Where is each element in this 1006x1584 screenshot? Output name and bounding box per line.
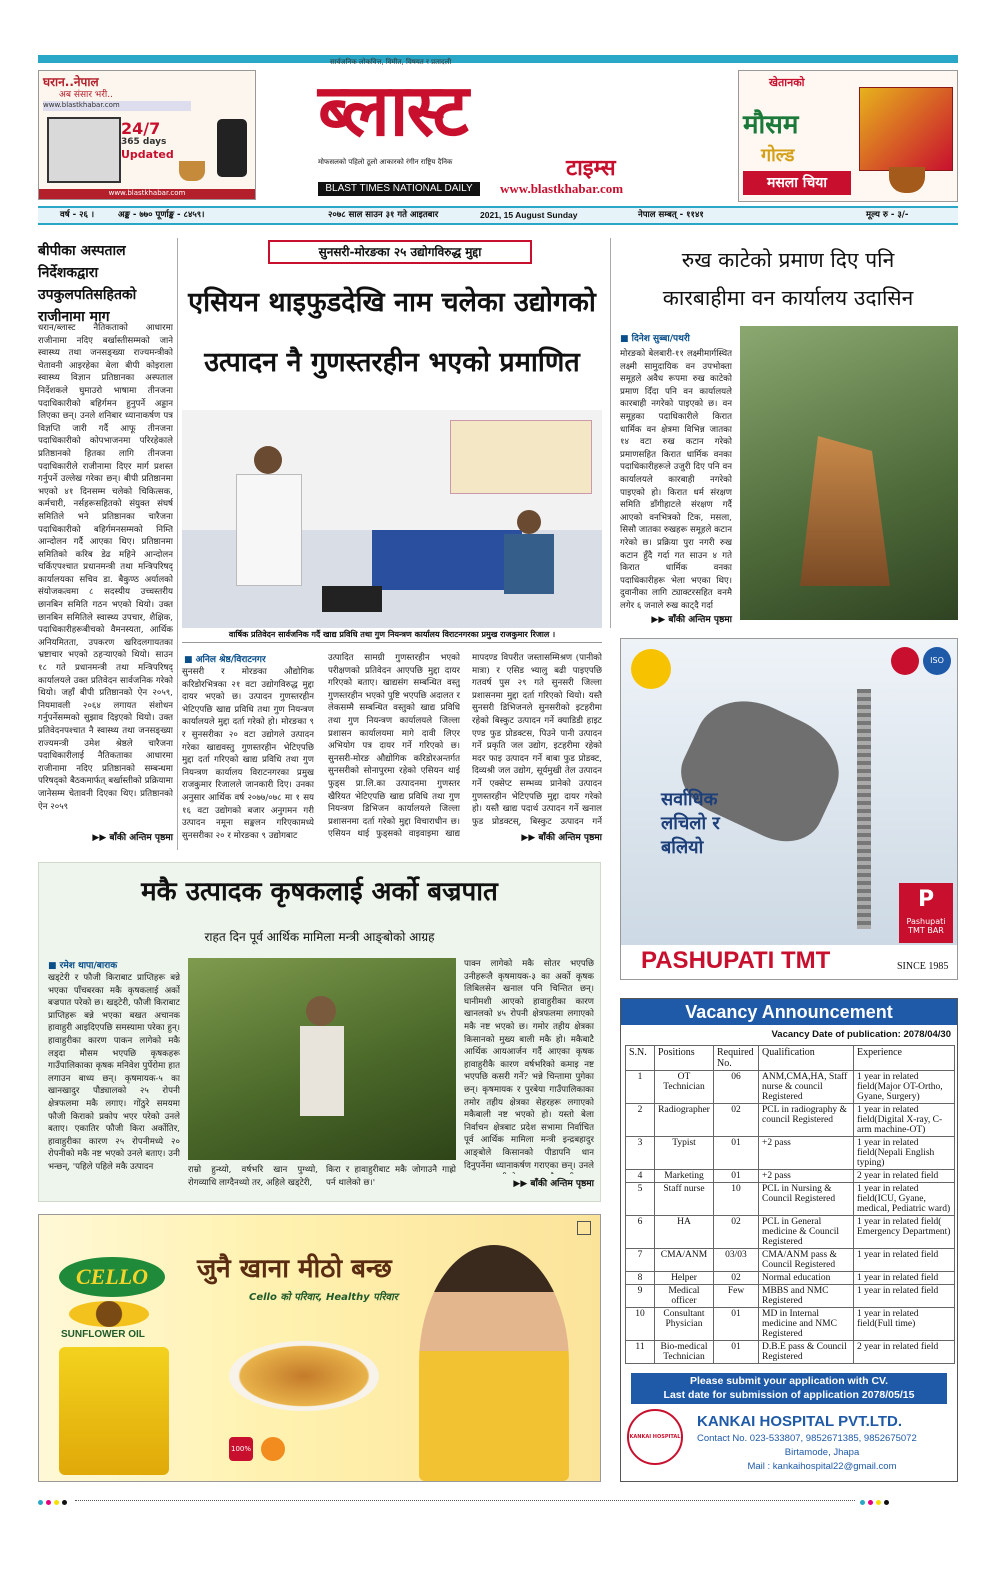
speaker-head [254,446,282,474]
tea-brand-main: मौसम [743,110,799,140]
quality-badge-icon: 100% [229,1437,253,1461]
cello-advertisement [38,1214,601,1482]
hospital-contact: Contact No. 023-533807, 9852671385, 9852675072 [697,1433,917,1444]
row-sn: 1 [626,1071,655,1104]
vacancy-notice-1: Please submit your application with CV. [690,1375,888,1387]
row-position: CMA/ANM [655,1249,714,1272]
laptop-on-table [322,586,382,612]
sofa-image [372,530,522,590]
main-story-column-3: मापदण्ड विपरीत जस्तासम्मिश्रण (पानीको मात्रा) र एसिड भ्यालु बढी पाइएपछि गतवर्ष पुस २९ गते सुनसरी जिल्ला प्रशासनमा मुद्दा दर्ता गरिएको थियो। यस्तै सुनसरी डिभिजनले सुनसरीको इटहरीमा रहेको बिस्कुट उत्पादन गर्ने क्याडिडी हाइट एण्ड फुड प्रोडक्टस, पिउने पानी उत्पादन गर्ने प्रकृति जल उद्योग, इटहरीमा रहेको मदर फाइ उत्पादन गर्ने बाबा फुड प्रोडक्ट, दिव्यश्री जल उद्योग, सूर्यमुखी तेल उत्पादन गर्ने एक्सेप्ट सम्भव्य प्रानेको उत्पादन गुणस्तरहीन भेटिएपछि मुद्दा दायर गरेको हो। यस्तै खाद्य पदार्थ उत्पादन गर्ने खनाल फुड प्रोडक्टस्, बिस्कुट उत्पादन गर्ने [472,653,602,827]
cello-tagline: Cello को परिवार, Healthy परिवार [249,1292,398,1303]
row-sn: 8 [626,1272,655,1285]
maize-story-continued: ▶▶ बाँकी अन्तिम पृष्ठमा [513,1179,594,1189]
right-story-byline: ■ दिनेश सुब्बा/पथरी [620,334,690,344]
vacancy-row [626,1104,955,1137]
column-divider [177,238,178,850]
seated-person-head [517,510,541,534]
row-required: 06 [714,1071,759,1104]
row-experience: 1 year in related field [854,1272,955,1285]
row-required: 02 [714,1272,759,1285]
main-story-byline: ■ अनिल श्रेष्ठ/विराटनगर [184,655,266,665]
vacancy-row [626,1308,955,1341]
vacancy-row [626,1137,955,1170]
ad-subheader: अब संसार भरी.. [59,90,113,100]
tea-brand-top: खेतानको [769,76,805,89]
row-required: 01 [714,1170,759,1183]
row-position: HA [655,1216,714,1249]
maize-story-byline: ■ रमेश थापा/बाराक [48,961,118,971]
pashupati-slogan-2: लचिलो र [661,813,720,834]
row-position: Marketing [655,1170,714,1183]
cello-slogan: जुनै खाना मीठो बन्छ [197,1254,392,1284]
masthead-tagline: सार्वजनिक लोकवित्त, विमीत, विषयत र प्रतादली [330,58,452,66]
row-sn: 11 [626,1341,655,1364]
row-experience: 1 year in related field(Full time) [854,1308,955,1341]
ad-header: घरान..नेपाल [43,75,99,89]
row-required: 03/03 [714,1249,759,1272]
row-sn: 2 [626,1104,655,1137]
row-sn: 3 [626,1137,655,1170]
main-story-kicker: सुनसरी-मोरङका २५ उद्योगविरुद्ध मुद्दा [268,240,532,264]
maize-story-column-3: पाक्न लागेको मकै सोतर भएपछि उनीहरूलै कृषमायक-३ का अर्को कृषक लिबिलसेन खनाल पनि चिन्तित छन्। घानीमशी आएको हावाहुरीका कारण खानलको ४५ रोपनी क्षेत्रफलमा लगाएको मकै नष्ट भएको छ। गमोर तहीय क्षेत्रका किसानको मुख्य बाली मकै हो। मकैबाटै आर्थिक आयआर्जन गर्दै आएका कृषक हावाहुरीकै कारण वर्षभरिको कमाइ नष्ट भएपछि कसरी गर्ने? भन्ने चिन्तामा पुगेका छन्। कृषमायक र पुरबेया गाउँपालिकाका तमोर तहीय क्षेत्रका सेहरहरू लगाएको मकैबाली नष्ट भएको हो। यस्तो बेला निर्वाचन क्षेत्रबाट प्रदेश सभामा निर्वाचित पूर्व आर्थिक मामिला मन्त्री इन्द्रबहादुर आङ्बोले किसानको पीडापनि धान दिनुपर्नेमा ध्यानाकर्षण गराएका छन्। उनले [464,959,594,1171]
banner-image [450,420,592,494]
row-sn: 7 [626,1249,655,1272]
row-qualification: +2 pass [759,1137,854,1170]
vacancy-row [626,1249,955,1272]
oil-bottles-image [59,1347,169,1475]
row-qualification: PCL in radiography & council Registered [759,1104,854,1137]
ad-promo-365: 365 days [121,137,167,147]
masthead-website[interactable]: www.blastkhabar.com [500,181,624,196]
vacancy-table [625,1045,955,1364]
vacancy-row [626,1170,955,1183]
row-qualification: +2 pass [759,1170,854,1183]
row-sn: 9 [626,1285,655,1308]
row-experience: 2 year in related field [854,1341,955,1364]
left-advertisement [38,70,256,200]
vacancy-row [626,1341,955,1364]
dateline-era: नेपाल सम्बत् - ११४१ [638,210,704,220]
main-story-caption: वार्षिक प्रतिवेदन सार्वजनिक गर्दै खाद्य प्रविधि तथा गुण नियन्त्रण कार्यालय विराटनगरका प्रमुख राजकुमार रिजाल । [182,628,602,643]
tmt-bar-image [857,689,871,929]
row-experience: 1 year in related field(ICU, Gyane, medical, Pediatric ward) [854,1183,955,1216]
iso-badge-icon: ISO [923,647,951,675]
header-positions: Positions [655,1046,714,1071]
right-story-headline-2: कारबाहीमा वन कार्यालय उदासिन [662,286,914,310]
main-story-column-2: उत्पादित सामग्री गुणस्तरहीन भएको परीक्षणको प्रतिवेदन आएपछि मुद्दा दायर गरिएको बताए। खाद्यसंग सम्बन्धित वस्तु गुणस्तरहीन भएको पुष्टि भएपछि अदालत र लेकसम्मै सम्बन्धित वस्तुको खाद्य प्रविधि तथा गुण नियन्त्रण कार्यालयले जिल्ला प्रशासन कार्यालयमा मागे दावी लिएर अभियोग पत्र दायर गर्ने गरिएको छ। सुनसरी-मोरङ औद्योगिक करिडोरअन्तर्गत सुनसरीको सोनापुरमा रहेको एसियन थाई फुड्स प्रा.लि.का उत्पादनमा गुणस्तर खैरियत भेटिएपछि खाद्य प्रविधि तथा गुण नियन्त्रण डिभिजन कार्यालयले जिल्ला प्रशासनमा दर्ता गरेको मुद्दा विचाराधीन छ। एसियन थाई फुड्सको वाइवाइमा खाद्य [328,653,460,840]
row-required: 02 [714,1216,759,1249]
vacancy-row [626,1216,955,1249]
cello-product: SUNFLOWER OIL [61,1329,145,1340]
farmer-head [306,996,336,1026]
cello-logo: CELLO [59,1257,165,1297]
main-story-photo [182,410,602,628]
phone-icon [217,119,247,177]
masthead-times: टाइम्स [566,156,616,181]
row-experience: 1 year in related field(Digital X-ray, C-arm machine-OT) [854,1104,955,1137]
right-advertisement [738,70,958,202]
header-required: Required No. [714,1046,759,1071]
model-image [419,1245,569,1481]
farmer-body [300,1026,344,1116]
row-experience: 1 year in related field [854,1249,955,1272]
registration-marks [38,1490,958,1498]
row-position: Consultant Physician [655,1308,714,1341]
tea-brand-bottom: मसला चिया [743,171,851,195]
row-sn: 4 [626,1170,655,1183]
sunflower-icon [69,1301,149,1327]
vacancy-row [626,1285,955,1308]
row-position: Medical officer [655,1285,714,1308]
promo-badge-icon [631,649,671,689]
vacancy-table-header [626,1046,955,1071]
row-position: Helper [655,1272,714,1285]
vacancy-date: Vacancy Date of publication: 2078/04/30 [771,1029,951,1040]
vacancy-notice [631,1373,947,1404]
row-qualification: MD in Internal medicine and NMC Registered [759,1308,854,1341]
masthead-logo: ब्लास्ट [318,67,467,152]
row-required: 01 [714,1137,759,1170]
row-position: Bio-medical Technician [655,1341,714,1364]
row-position: Radiographer [655,1104,714,1137]
main-story-headline-2: उत्पादन नै गुणस्तरहीन भएको प्रमाणित [204,347,580,378]
dateline-english-date: 2021, 15 August Sunday [480,210,578,220]
ad-promo-247: 24/7 [121,119,161,138]
pashupati-advertisement [620,638,958,980]
vacancy-row [626,1071,955,1104]
row-required: 01 [714,1308,759,1341]
hospital-seal-icon: KANKAI HOSPITAL [627,1409,683,1465]
header-qualification: Qualification [759,1046,854,1071]
column-divider [610,238,611,628]
maize-field-photo [188,958,456,1160]
row-experience: 1 year in related field(Nepali English typing) [854,1137,955,1170]
main-story-continued: ▶▶ बाँकी अन्तिम पृष्ठमा [521,833,602,843]
row-qualification: ANM,CMA,HA, Staff nurse & council Registered [759,1071,854,1104]
maize-story-headline: मकै उत्पादक कृषकलाई अर्को बज्रपात [141,877,498,907]
row-experience: 2 year in related field [854,1170,955,1183]
tea-cup-icon [179,161,205,181]
row-position: Staff nurse [655,1183,714,1216]
dateline-issue: अङ्क - ७७० पूर्णाङ्क - ८४५९। [118,210,205,220]
speaker-body [236,474,302,586]
pashupati-slogan-1: सर्वाधिक [661,789,718,810]
row-required: 01 [714,1341,759,1364]
dateline-year: वर्ष - २६ । [60,210,95,220]
row-experience: 1 year in related field [854,1285,955,1308]
masthead-english-name: BLAST TIMES NATIONAL DAILY [318,182,480,196]
row-required: 02 [714,1104,759,1137]
share-icon [261,1437,285,1461]
hospital-address: Birtamode, Jhapa [784,1447,860,1458]
pashupati-logo-text: Pashupati [906,917,946,926]
ad-promo-updated: Updated [121,148,174,161]
tea-brand-sub: गोल्ड [761,145,795,166]
maize-story-subhead: राहत दिन पूर्व आर्थिक मामिला मन्त्री आङ्बोको आग्रह [204,930,435,944]
row-experience: 1 year in related field( Emergency Department) [854,1216,955,1249]
dateline-nepali-date: २०७८ साल साउन ३१ गते आइतबार [328,210,439,220]
right-story-headline-1: रुख काटेको प्रमाण दिए पनि [681,248,895,272]
row-required: Few [714,1285,759,1308]
row-qualification: D.B.E pass & Council Registered [759,1341,854,1364]
pashupati-slogan-3: बलियो [661,837,704,858]
dateline-price: मूल्य रु - ३/- [866,210,909,220]
header-experience: Experience [854,1046,955,1071]
right-story-continued: ▶▶ बाँकी अन्तिम पृष्ठमा [651,615,732,625]
header-sn: S.N. [626,1046,655,1071]
maize-photo-caption-2: किरा र हावाहुरीबाट मकै जोगाउनै गाह्रो पर्न थालेको छ।' [326,1165,456,1188]
masthead-subtitle: मोफसलको पहिलो ठूलो आकारको रंगीन राष्ट्रिय दैनिक [318,158,453,166]
tree-stump-photo [740,326,958,620]
tea-cup-icon [889,167,925,193]
pashupati-since: SINCE 1985 [897,961,949,972]
main-story-column-1: सुनसरी र मोरङका औद्योगिक करिडोरभित्रका २१ वटा उद्योगविरुद्ध मुद्दा दायर भएको छ। उत्पादन गुणस्तरहीन भेटिएपछि खाद्य प्रविधि तथा गुण नियन्त्रण कार्यालयले मुद्दा दर्ता गरेको हो। मोरङका ९ र सुनसरीका २० वटा उद्योगले उत्पादन गरेका खाद्यवस्तु गुणस्तरहीन भेटिएपछि मुद्दा दर्ता गरिएको खाद्य प्रविधि तथा गुण नियन्त्रण कार्यालय विराटनगरका प्रमुख राजकुमार रिजालले जानकारी दिए। उनका अनुसार आर्थिक वर्ष २०७७/०७८ मा १ सय १६ वटा उद्योगको बजार अनुगमन गरी उत्पादन नमूना सङ्कलन गरिएकामध्ये सुनसरीका २० र मोरङका ९ उद्योगबाट [182,667,314,841]
tea-box-image [859,87,953,171]
row-experience: 1 year in related field(Major OT-Ortho, Gyane, Surgery) [854,1071,955,1104]
vacancy-advertisement [620,998,958,1482]
row-qualification: CMA/ANM pass & Council Registered [759,1249,854,1272]
row-qualification: Normal education [759,1272,854,1285]
laptop-image [47,117,121,183]
ad-site: www.blastkhabar.com [43,101,191,111]
maize-photo-caption-1: राम्रो हुन्थ्यो, वर्षभरि खान पुग्थ्यो, रोगव्याधि लाग्दैनथ्यो तर, अहिले खड्टेरी, [188,1165,318,1188]
vacancy-title: Vacancy Announcement [621,999,957,1025]
pashupati-logo-sub: TMT BAR [908,926,944,935]
row-sn: 10 [626,1308,655,1341]
maize-story-column-1: खड्टेरी र फौजी किराबाट प्राप्तिहरू बन्ने भएका पाँचबरका मकै कृषकलाई अर्को बज्रपात परेको छ। खड्टेरी, फौजी किराबाट प्राप्तिहरू बन्ने भएका बखत अचानक हावाहुरी आइदिएपछि समस्यामा परेका हुन्। हावाहुरीका कारण पाकन लागेको मकै लड्दा मौसम भएपछि कृषकहरू गाउँपालिकाका कृषक मनिवेश पुर्पेरोमा हात लगाउन बाध्य छन्। कृषमायक-५ का खानखादुर पौड्यालको २५ रोपनी क्षेत्रफलमा मकै लगाए। गोंठुरे समयमा फौजी किराको प्रकोप भएर परेको उनले बताए। एकातिर फौजी किरा अर्कोतिर, हावाहुरीका कारण २५ रोपनीमध्ये २० रोपनीको मकै नष्ट भएको उनले बताए। उनी भन्छन्, 'पहिले पहिले मकै उत्पादन [48,973,180,1172]
ad-footer: www.blastkhabar.com [39,189,255,199]
row-required: 10 [714,1183,759,1216]
pashupati-brand: PASHUPATI TMT [641,947,831,974]
seated-person-body [504,534,554,594]
row-qualification: PCL in Nursing & Council Registered [759,1183,854,1216]
hospital-name: KANKAI HOSPITAL PVT.LTD. [697,1413,903,1430]
right-story-body: मोरङको बेलबारी-११ लक्ष्मीमार्गस्थित लक्ष्मी सामुदायिक वन उपभोक्ता समूहले अवैध रूपमा रुख काटेको प्रमाण दिँदा पनि वन कार्यालयले कारबाही नगरेको पाइएको छ। वन समूहका पदाधिकारीले किरात धार्मिक वन क्षेत्रमा विभिन्न जातका १४ वटा रुख कटान गरेको प्रमाणसहित किरात धार्मिक वनका पदाधिकारीहरूले उजुरी दिए पनि वन कार्यालयले कारबाही नगरेको पाइएको हो। किरात धर्म संरक्षण समिति डाँगीहाटले संरक्षण गर्दै आएको वनभित्रको टिक, मसला, सिसौ जातका रुखहरू समूहले कटान गरेको छ। प्रक्रिया पुरा नगरी रुख कटान हुँदै गर्दा गत साउन ४ गते किरात धार्मिक वनका पदाधिकारीहरू भेला भएका थिए। दुवानीका लागि ट्याक्टरसहित वनमै लगेर ६ जनाले रुख काट्दै गर्दा [620,349,732,610]
left-story-headline: बीपीका अस्पताल निर्देशकद्वारा उपकुलपतिसहितको राजीनामा माग [38,243,137,325]
vacancy-table-wrap [625,1045,955,1364]
row-sn: 5 [626,1183,655,1216]
biryani-plate-image [229,1341,379,1411]
square-mark-icon [577,1221,591,1235]
left-story-body: धरान/ब्लास्ट नैतिकताको आधारमा राजीनामा नदिए बर्खास्तीसम्मको जाने स्वास्थ्य तथा जनसङ्ख्या राज्यमन्त्रीको चेतावनी आइरहेका बेला बीपी कोइराला स्वास्थ्य विज्ञान प्रतिष्ठानका अस्पताल निर्देशकले घुमाउरो भाषामा तीनजना पदाधिकारीको बहिर्गमन हुनुपर्ने अड्डान लिएका छन्। उनले शनिबार ध्यानाकर्षण पत्र विज्ञप्ति जारी गर्दै आफू तीनजना पदाधिकारीको कोपभाजनमा परिरहेकाले प्रतिष्ठानको हितका लागि तीनजना पदाधिकारीले राजीनामा दिएर मार्ग प्रशस्त गर्नुपर्ने उल्लेख गरेका छन्। बीपी प्रतिष्ठानमा भएको ४१ दिनसम्म चलेको चिकित्सक, कर्मचारी, नर्सहरूसहितको संयुक्त संघर्ष समितिले भने प्रतिष्ठानका चारैजना पदाधिकारीको बहिर्गमनसम्मको निम्ति आन्दोलन गर्दै आएका थिए। प्रतिष्ठानमा समितिको करिब डेढ महिने आन्दोलन चर्किएपश्चात प्रधानमन्त्री तथा मन्त्रिपरिषद् कार्यालयका सचिव डा. बैकुण्ठ अर्यालको संयोजकत्वमा ८ सदस्यीय उच्चस्तरीय छानबिन समिति गठन भएको थियो। उक्त छानबिन समितिले स्वास्थ्य उपचार, शैक्षिक, पदाधिकारीहरूबीचको वैमनस्यता, आर्थिक अनियमितता, उपकरण खरिदलगायतका भ्रष्टाचार भएको ठहऱ्याएको थियो। साउन १८ गते प्रधानमन्त्री तथा मन्त्रिपरिषद् कार्यालयले उक्त प्रतिवेदन सार्वजनिक गरेको थियो। जहाँ बीपी प्रतिष्ठानको ऐन २०५९, नियमावली २०६४ लगायत संशोधन गर्नुपर्नेसम्मको सुझाव दिइएको थियो। उक्त प्रतिवेदनपश्चात नै स्वास्थ्य तथा जनसङ्ख्या राज्यमन्त्री उमेश श्रेष्ठले चारैजना पदाधिकारीलाई नैतिकताका आधारमा राजीनामा नदिए प्रतिष्ठानको सम्बन्धमा परिषद्को बैठकमार्फत् बर्खास्तीको प्रक्रियामा जानेसम्म चेतावनी दिएका थिए। प्रतिष्ठानको ऐन २०५९ [38,323,173,812]
company-logo-icon [891,647,919,675]
main-story-headline-1: एसियन थाइफुडदेखि नाम चलेका उद्योगको [188,287,596,318]
row-sn: 6 [626,1216,655,1249]
pashupati-logo: P Pashupati TMT BAR [899,883,953,943]
vacancy-notice-2: Last date for submission of application 2078/05/15 [663,1389,915,1401]
dateline-bar [38,206,958,225]
row-position: OT Technician [655,1071,714,1104]
row-qualification: MBBS and NMC Registered [759,1285,854,1308]
left-story-continued: ▶▶ बाँकी अन्तिम पृष्ठमा [92,833,173,843]
row-position: Typist [655,1137,714,1170]
tree-stump [800,436,890,586]
vacancy-row [626,1183,955,1216]
hospital-email[interactable]: Mail : kankaihospital22@gmail.com [747,1461,897,1472]
row-qualification: PCL in General medicine & Council Registered [759,1216,854,1249]
vacancy-row [626,1272,955,1285]
